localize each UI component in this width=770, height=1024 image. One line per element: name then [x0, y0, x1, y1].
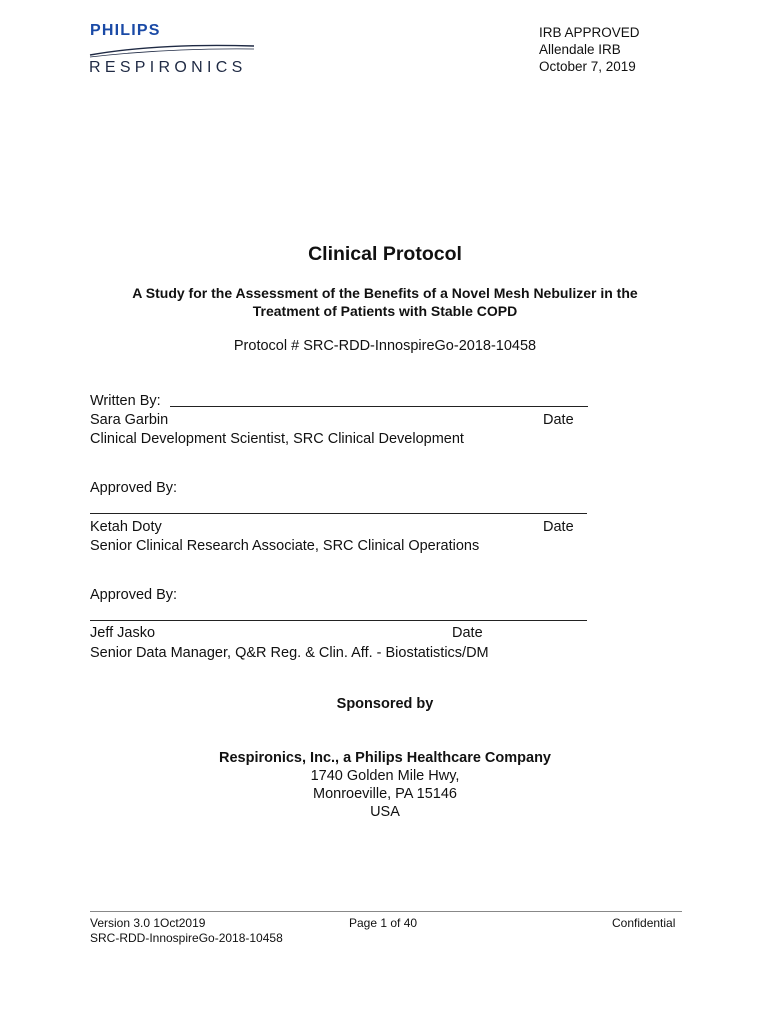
date-label-1: Date: [543, 412, 574, 428]
signer-role-1: Clinical Development Scientist, SRC Clinical Development: [90, 431, 464, 447]
irb-line-1: IRB APPROVED: [539, 25, 640, 40]
signer-name-3: Jeff Jasko: [90, 625, 156, 641]
signer-role-2: Senior Clinical Research Associate, SRC Clinical Operations: [90, 538, 480, 554]
date-label-3: Date: [452, 625, 483, 641]
signature-heading-approved-1: Approved By:: [90, 480, 178, 496]
sponsor-country: USA: [370, 804, 400, 820]
sponsor-address-line-1: 1740 Golden Mile Hwy,: [310, 768, 460, 784]
date-label-2: Date: [543, 519, 574, 535]
irb-line-2: Allendale IRB: [539, 42, 621, 57]
sponsor-address-line-2: Monroeville, PA 15146: [312, 786, 458, 802]
signature-heading-written: Written By:: [90, 393, 161, 409]
irb-approval-stamp: [539, 24, 640, 75]
sponsor-company: Respironics, Inc., a Philips Healthcare Company: [219, 750, 551, 766]
footer-doc-id: SRC-RDD-InnospireGo-2018-10458: [90, 931, 283, 945]
study-title-line-2: Treatment of Patients with Stable COPD: [252, 303, 518, 319]
footer-page-number: Page 1 of 40: [349, 916, 418, 930]
company-logo: [88, 22, 258, 80]
signer-role-3: Senior Data Manager, Q&R Reg. & Clin. Aff. - Biostatistics/DM: [90, 645, 489, 661]
sponsored-by-label: Sponsored by: [336, 696, 434, 712]
footer-divider: [90, 911, 682, 912]
signature-line-3: [90, 620, 587, 621]
study-title-line-1: A Study for the Assessment of the Benefits of a Novel Mesh Nebulizer in the: [132, 285, 638, 301]
logo-swoosh-icon: [88, 40, 258, 60]
signer-name-1: Sara Garbin: [90, 412, 169, 428]
study-title: [80, 284, 690, 320]
signature-line-2: [90, 513, 587, 514]
footer-version: Version 3.0 1Oct2019: [90, 916, 206, 930]
protocol-number: Protocol # SRC-RDD-InnospireGo-2018-10458: [233, 338, 537, 354]
logo-brand-text: PHILIPS: [90, 22, 161, 39]
signature-heading-approved-2: Approved By:: [90, 587, 178, 603]
signature-line-1: [170, 406, 588, 407]
document-title: Clinical Protocol: [308, 243, 462, 265]
sponsor-address: [0, 749, 770, 821]
signer-name-2: Ketah Doty: [90, 519, 162, 535]
footer-classification: Confidential: [612, 916, 676, 930]
irb-line-3: October 7, 2019: [539, 59, 636, 74]
logo-company-text: RESPIRONICS: [89, 59, 247, 76]
